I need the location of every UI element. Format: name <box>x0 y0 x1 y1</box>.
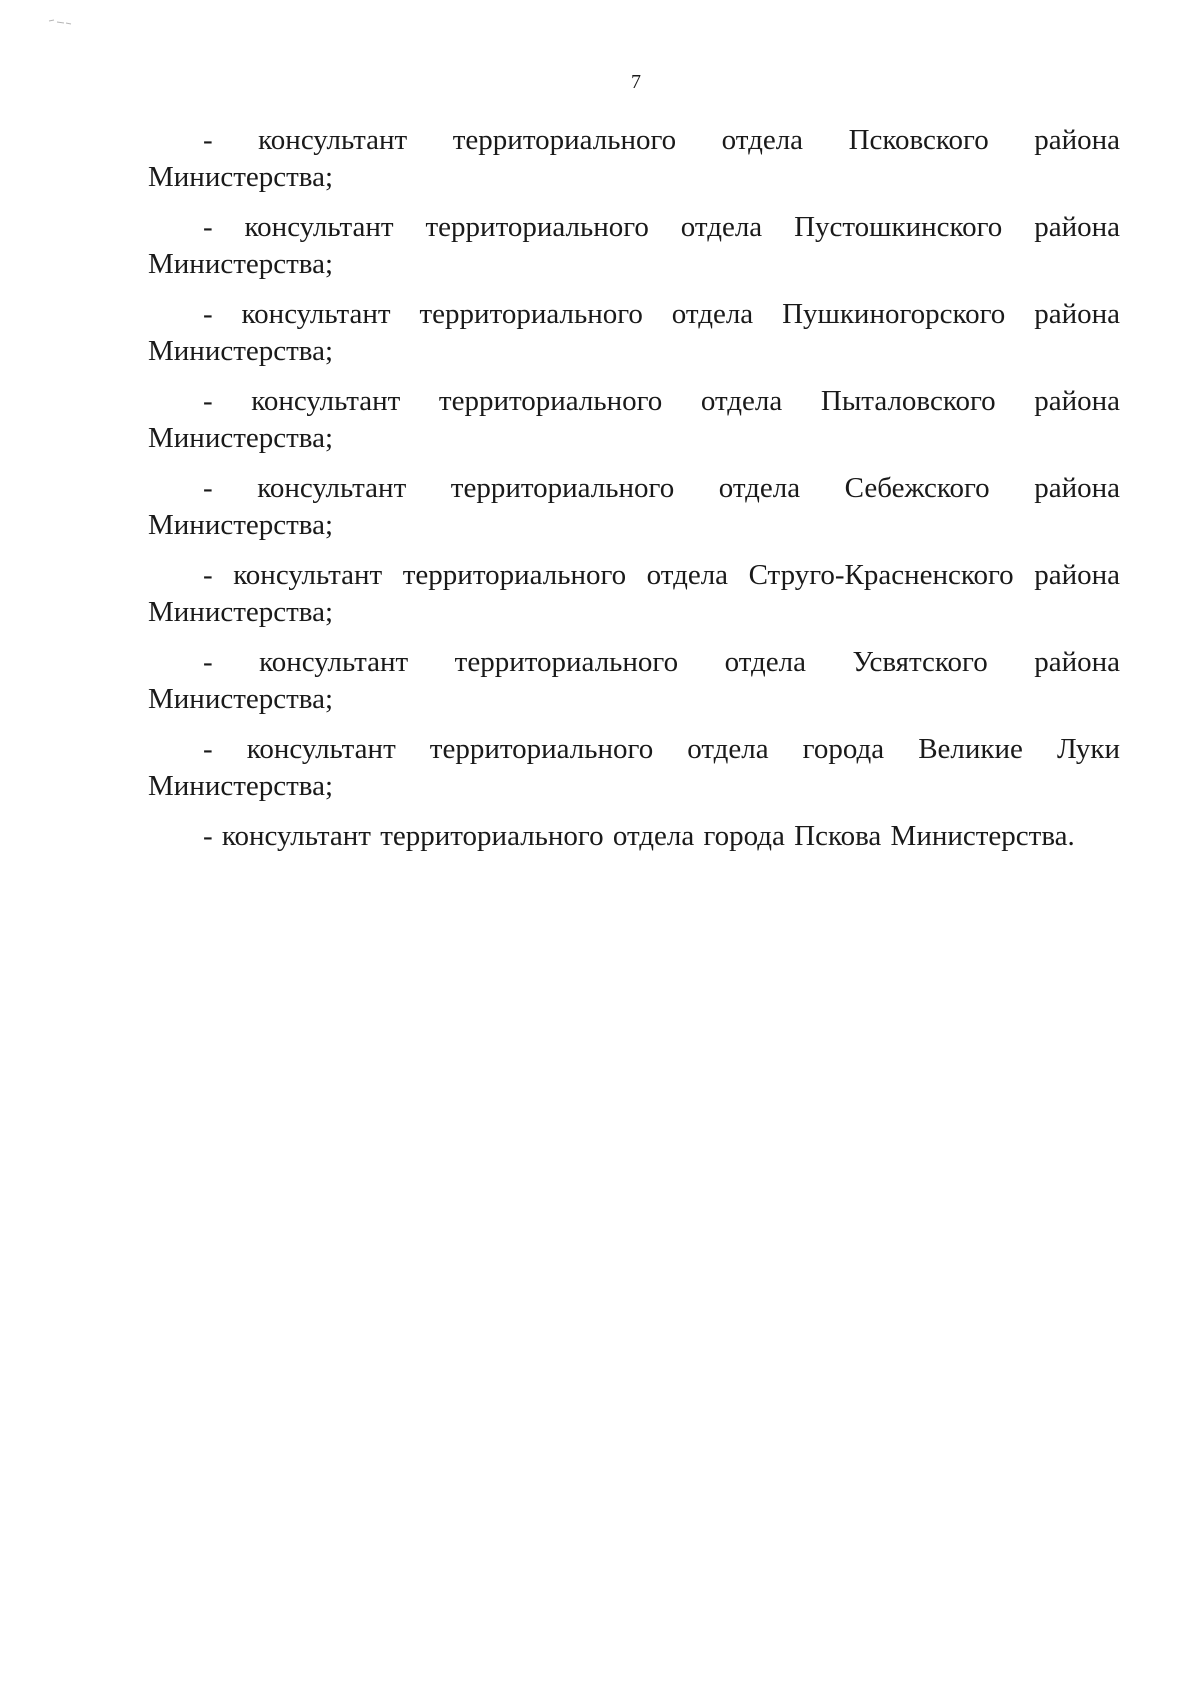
list-item-line-2: Министерства; <box>148 770 334 802</box>
list-item <box>148 296 1120 370</box>
list-item-line-2: Министерства; <box>148 248 334 280</box>
list-item-line-1: - консультант территориального отдела города Великие Луки <box>203 733 1120 765</box>
list-item <box>148 557 1120 631</box>
list-item-line-2: Министерства; <box>148 683 334 715</box>
scan-artifact-mark <box>48 18 72 26</box>
list-item <box>148 470 1120 544</box>
list-item-line-2: Министерства; <box>148 596 334 628</box>
list-item-line-1: - консультант территориального отдела Струго-Красненского района <box>203 559 1120 591</box>
list-item-line-2: Министерства; <box>148 422 334 454</box>
position-list <box>148 122 1120 868</box>
list-item-line-2: Министерства; <box>148 509 334 541</box>
list-item-line-1: - консультант территориального отдела Пыталовского района <box>203 385 1120 417</box>
list-item <box>148 644 1120 718</box>
list-item-line-1: - консультант территориального отдела Пустошкинского района <box>203 211 1120 243</box>
page-number: 7 <box>631 71 641 93</box>
list-item-line-1: - консультант территориального отдела города Пскова Министерства. <box>203 820 1075 852</box>
list-item <box>148 122 1120 196</box>
list-item-line-2: Министерства; <box>148 161 334 193</box>
list-item <box>148 209 1120 283</box>
list-item <box>148 731 1120 805</box>
list-item-line-1: - консультант территориального отдела Пушкиногорского района <box>203 298 1120 330</box>
list-item-line-1: - консультант территориального отдела Усвятского района <box>203 646 1120 678</box>
list-item-line-1: - консультант территориального отдела Себежского района <box>203 472 1120 504</box>
list-item <box>148 383 1120 457</box>
list-item-line-1: - консультант территориального отдела Псковского района <box>203 124 1120 156</box>
list-item <box>148 818 1120 855</box>
list-item-line-2: Министерства; <box>148 335 334 367</box>
